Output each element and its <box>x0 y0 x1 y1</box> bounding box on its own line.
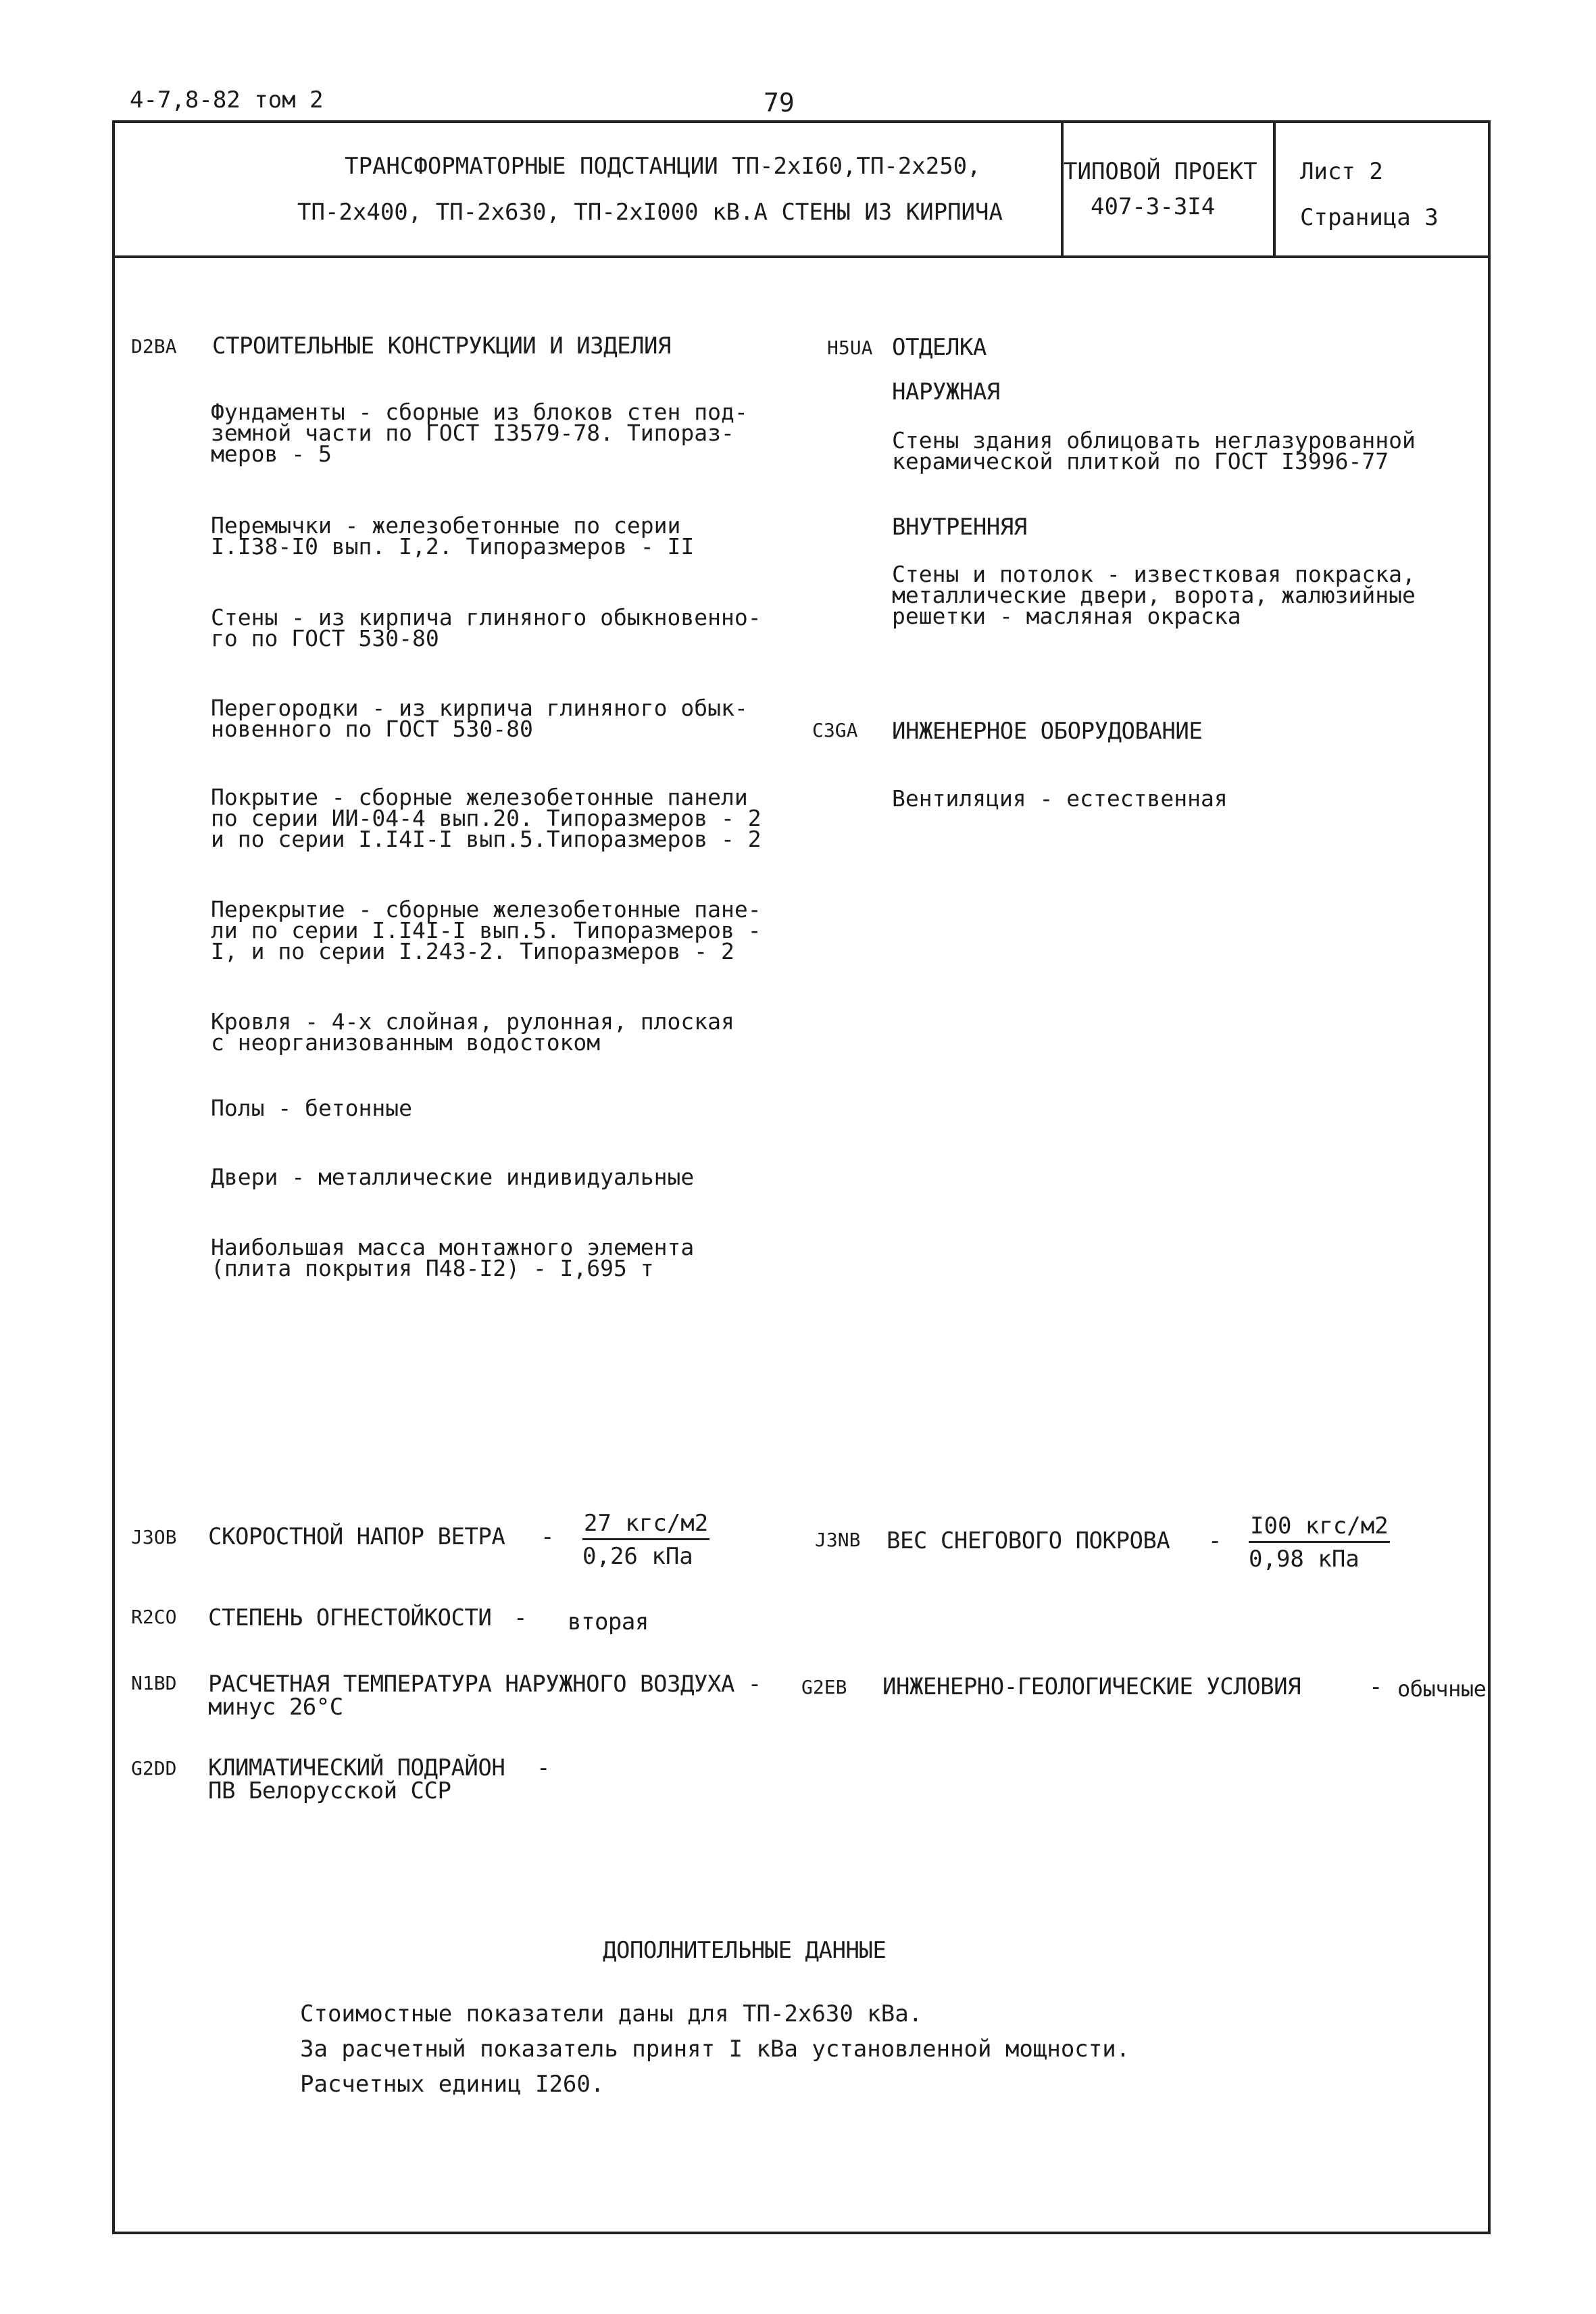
snow-value-kpa: 0,98 кПа <box>1249 1546 1360 1573</box>
sheet-cell <box>1276 123 1489 255</box>
item-line: ли по серии I.I4I-I вып.5. Типоразмеров - <box>211 917 762 943</box>
subheading-inner: ВНУТРЕННЯЯ <box>892 514 1027 541</box>
dash: - <box>537 1754 550 1781</box>
dash: - <box>1369 1673 1382 1700</box>
item-line: го по ГОСТ 530-80 <box>211 625 439 651</box>
section-heading-finish: ОТДЕЛКА <box>892 334 987 361</box>
param-code: G2DD <box>131 1757 177 1779</box>
list-item <box>211 1008 734 1056</box>
item-line: и по серии I.I4I-I вып.5.Типоразмеров - 2 <box>211 826 762 852</box>
outer-finish-text <box>892 427 1416 474</box>
item-line: новенного по ГОСТ 530-80 <box>211 716 533 742</box>
list-item <box>211 1095 413 1121</box>
section-code: H5UA <box>827 337 873 359</box>
item-line: Фундаменты - сборные из блоков стен под- <box>211 399 748 425</box>
param-code: G2EB <box>801 1676 847 1698</box>
item-line: меров - 5 <box>211 441 332 467</box>
list-item <box>211 1164 695 1190</box>
inner-finish-text <box>892 561 1416 629</box>
dash: - <box>1208 1527 1222 1554</box>
outdoor-temperature-value: минус 26°С <box>208 1694 343 1721</box>
list-item <box>211 896 762 964</box>
title-block <box>115 123 1488 258</box>
list-item <box>211 695 748 742</box>
text-line: керамической плиткой по ГОСТ I3996-77 <box>892 448 1389 474</box>
title-line-1: ТРАНСФОРМАТОРНЫЕ ПОДСТАНЦИИ ТП-2хI60,ТП-2х250, <box>345 153 981 180</box>
ventilation-text: Вентиляция - естественная <box>892 785 1228 812</box>
item-line: I, и по серии I.243-2. Типоразмеров - 2 <box>211 938 734 964</box>
text-line: За расчетный показатель принят I кВа установленной мощности. <box>300 2036 1130 2063</box>
text-line: Стены и потолок - известковая покраска, <box>892 561 1416 587</box>
project-label: ТИПОВОЙ ПРОЕКТ <box>1064 158 1257 185</box>
section-heading-construction: СТРОИТЕЛЬНЫЕ КОНСТРУКЦИИ И ИЗДЕЛИЯ <box>212 333 671 360</box>
title-cell <box>115 123 1061 255</box>
fire-resistance-label: СТЕПЕНЬ ОГНЕСТОЙКОСТИ <box>208 1604 492 1631</box>
wind-value-kgf: 27 кгс/м2 <box>582 1510 709 1540</box>
wind-value <box>582 1510 709 1570</box>
geology-label: ИНЖЕНЕРНО-ГЕОЛОГИЧЕСКИЕ УСЛОВИЯ <box>882 1673 1301 1700</box>
subheading-outer: НАРУЖНАЯ <box>892 378 1000 405</box>
list-item <box>211 1234 695 1281</box>
item-line: Перегородки - из кирпича глиняного обык- <box>211 695 748 721</box>
climate-subregion-value: ПВ Белорусской ССР <box>208 1777 451 1804</box>
list-item <box>211 399 748 467</box>
list-item <box>211 512 695 560</box>
project-number: 407-3-3I4 <box>1091 193 1216 220</box>
project-cell <box>1061 123 1276 255</box>
text-line: Стоимостные показатели даны для ТП-2х630 кВа. <box>300 2000 923 2027</box>
text-line: металлические двери, ворота, жалюзийные <box>892 582 1416 608</box>
wind-value-kpa: 0,26 кПа <box>582 1543 693 1570</box>
snow-value-kgf: I00 кгс/м2 <box>1249 1512 1390 1543</box>
wind-pressure-label: СКОРОСТНОЙ НАПОР ВЕТРА <box>208 1523 505 1550</box>
dash: - <box>514 1604 527 1631</box>
page-number: 79 <box>764 88 795 118</box>
item-line: Перемычки - железобетонные по серии <box>211 512 681 539</box>
dash: - <box>541 1523 554 1550</box>
list-item <box>211 784 762 852</box>
snow-value <box>1249 1512 1390 1573</box>
item-line: Перекрытие - сборные железобетонные пане- <box>211 896 762 922</box>
param-code: J3NB <box>815 1529 861 1551</box>
item-line: Покрытие - сборные железобетонные панели <box>211 784 748 810</box>
text-line: решетки - масляная окраска <box>892 603 1241 629</box>
item-line: Наибольшая масса монтажного элемента <box>211 1234 695 1260</box>
item-line: Кровля - 4-х слойная, рулонная, плоская <box>211 1008 734 1035</box>
section-code: C3GA <box>812 719 858 741</box>
snow-load-label: ВЕС СНЕГОВОГО ПОКРОВА <box>887 1527 1170 1554</box>
item-line: (плита покрытия П48-I2) - I,695 т <box>211 1255 654 1281</box>
text-line: Расчетных единиц I260. <box>300 2071 605 2098</box>
fire-resistance-value: вторая <box>568 1608 649 1635</box>
param-code: R2CO <box>131 1606 177 1628</box>
param-code: J3OB <box>131 1526 177 1548</box>
item-line: по серии ИИ-04-4 вып.20. Типоразмеров - 2 <box>211 805 762 831</box>
item-line: Двери - металлические индивидуальные <box>211 1164 695 1190</box>
title-line-2: ТП-2х400, ТП-2х630, ТП-2хI000 кВ.А СТЕНЫ ИЗ КИРПИЧА <box>297 199 1003 226</box>
outdoor-temperature-label: РАСЧЕТНАЯ ТЕМПЕРАТУРА НАРУЖНОГО ВОЗДУХА - <box>208 1671 762 1698</box>
page-label: Страница 3 <box>1300 204 1439 231</box>
item-line: земной части по ГОСТ I3579-78. Типораз- <box>211 420 734 446</box>
additional-data-heading: ДОПОЛНИТЕЛЬНЫЕ ДАННЫЕ <box>603 1937 887 1964</box>
item-line: Стены - из кирпича глиняного обыкновенно- <box>211 604 762 631</box>
item-line: Полы - бетонные <box>211 1095 413 1121</box>
list-item <box>211 604 762 651</box>
climate-subregion-label: КЛИМАТИЧЕСКИЙ ПОДРАЙОН <box>208 1754 505 1781</box>
item-line: I.I38-I0 вып. I,2. Типоразмеров - II <box>211 533 695 560</box>
additional-data-text <box>300 1996 1130 2102</box>
section-heading-equipment: ИНЖЕНЕРНОЕ ОБОРУДОВАНИЕ <box>892 718 1203 745</box>
text-line: Стены здания облицовать неглазурованной <box>892 427 1416 453</box>
sheet-number: Лист 2 <box>1300 158 1383 185</box>
item-line: с неорганизованным водостоком <box>211 1029 601 1056</box>
section-code: D2BA <box>131 335 177 358</box>
geology-value: обычные <box>1397 1676 1487 1702</box>
param-code: N1BD <box>131 1672 177 1694</box>
document-reference: 4-7,8-82 том 2 <box>130 87 324 114</box>
